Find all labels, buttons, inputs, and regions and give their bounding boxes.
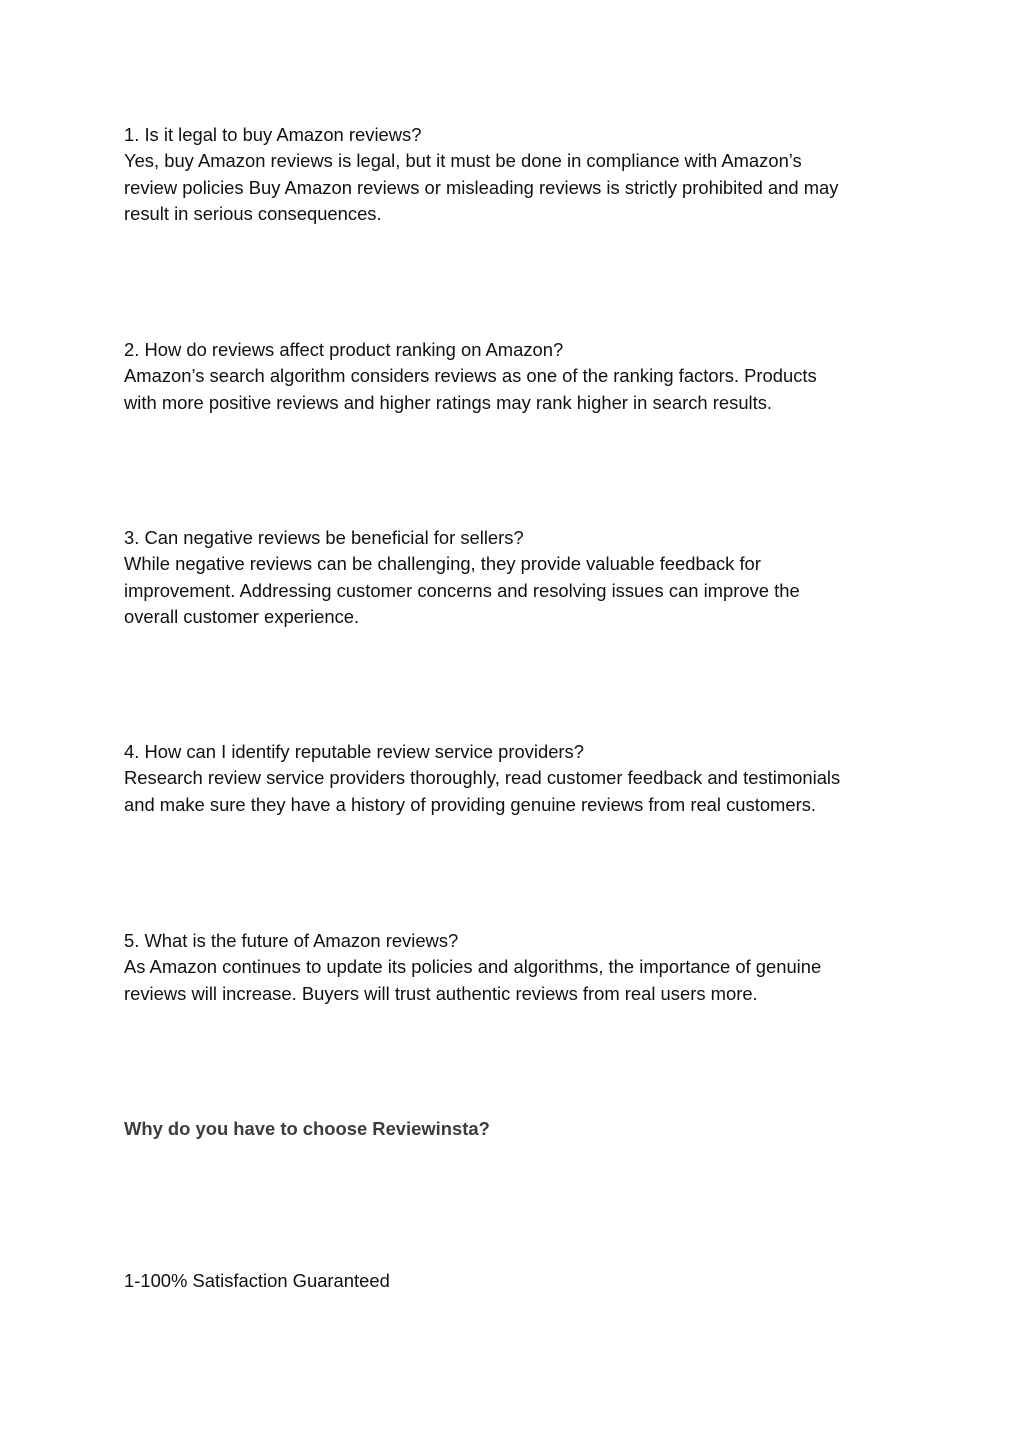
faq-answer-line: with more positive reviews and higher ratings may rank higher in search results. [124,391,773,413]
faq-answer-line: As Amazon continues to update its policies and algorithms, the importance of genuine [124,956,822,978]
faq-question: 2. How do reviews affect product ranking on Amazon? [124,339,564,360]
faq-item [124,337,904,416]
faq-answer-line: review policies Buy Amazon reviews or misleading reviews is strictly prohibited and may [124,176,839,198]
faq-question: 5. What is the future of Amazon reviews? [124,930,459,951]
faq-answer-line: While negative reviews can be challenging, they provide valuable feedback for [124,553,761,575]
faq-answer-line: Yes, buy Amazon reviews is legal, but it must be done in compliance with Amazon’s [124,150,802,172]
faq-question: 1. Is it legal to buy Amazon reviews? [124,124,422,145]
faq-question: 3. Can negative reviews be beneficial for sellers? [124,527,524,548]
faq-item [124,739,904,818]
section-heading: Why do you have to choose Reviewinsta? [124,1118,490,1139]
faq-item [124,525,904,630]
faq-answer-line: reviews will increase. Buyers will trust authentic reviews from real users more. [124,982,758,1004]
faq-item [124,928,904,1007]
faq-answer-line: Research review service providers thoroughly, read customer feedback and testimonials [124,767,841,789]
faq-answer-line: result in serious consequences. [124,202,382,224]
benefit-item: 1-100% Satisfaction Guaranteed [124,1270,390,1291]
faq-answer-line: overall customer experience. [124,605,360,627]
faq-item [124,122,904,227]
faq-answer-line: Amazon’s search algorithm considers reviews as one of the ranking factors. Products [124,365,817,387]
faq-question: 4. How can I identify reputable review service providers? [124,741,584,762]
faq-answer-line: improvement. Addressing customer concerns and resolving issues can improve the [124,579,800,601]
faq-answer-line: and make sure they have a history of providing genuine reviews from real customers. [124,793,817,815]
